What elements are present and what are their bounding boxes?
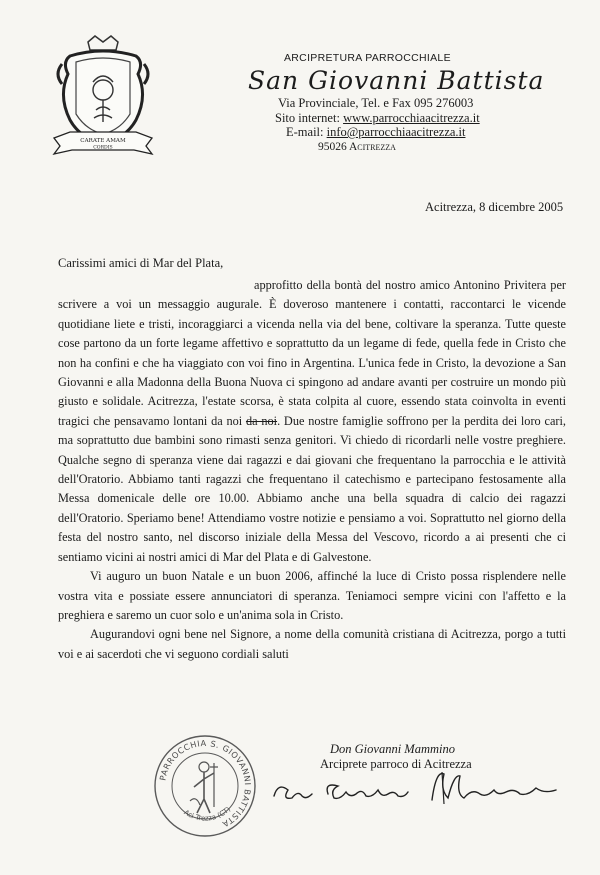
letterhead — [248, 52, 578, 154]
signer-name: Don Giovanni Mammino — [330, 742, 455, 756]
email-label: E-mail: — [286, 125, 327, 140]
address-line: Via Provinciale, Tel. e Fax 095 276003 — [278, 96, 474, 110]
paragraph-1-part-b: . Due nostre famiglie soffrono per la perdita dei loro cari, ma soprattutto due bambini sono rimasti senza genitori. Vi chiedo di ricordarli nelle vostre preghiere. Qualche segno di speranza viene dai ragazzi e dai giovani che frequentano la parrocchia e le attività dell'Oratorio. Abbiamo tanti ragazzi che frequentano il catechismo e partecipano festosamente alla Messa domenicale delle ore 10.00. Abbiamo anche una bella squadra di calcio dei ragazzi dell'Oratorio. Speriamo bene! Attendiamo vostre notizie e pensiamo a voi. Soprattutto nel giorno della festa del nostro santo, nel discorso iniziale della Messa del Vescovo, ricordo a ai presenti che ci sentiamo vicini ai nostri amici di Mar del Plata e di Galvestone. — [58, 413, 566, 564]
signer-title: Arciprete parroco di Acitrezza — [320, 757, 472, 771]
paragraph-3: Augurandovi ogni bene nel Signore, a nome della comunità cristiana di Acitrezza, porgo a tutti voi e ai sacerdoti che vi seguono cordiali saluti — [58, 627, 566, 661]
paragraph-1 — [58, 276, 566, 567]
parish-crest-logo — [48, 34, 158, 164]
letter-body — [58, 276, 566, 664]
parish-name: San Giovanni Battista — [248, 66, 545, 95]
paragraph-1-part-a: approfitto della bontà del nostro amico Antonino Privitera per scrivere a voi un messaggio augurale. È doveroso mantenere i contatti, raccontarci le vicende quotidiane liete e tristi, incoraggiarci a vicenda nella via del bene, coltivare la speranza. Tutte queste cose partono da un forte legame affettivo e soprattutto da un legame di fede, quella fede in Cristo che non ha confini e che ha viaggiato con voi fino in Argentina. L'unica fede in Cristo, la devozione a San Giovanni e alla Madonna della Buona Nuova ci spingono ad andare avanti per costruire un mondo più giusto e solidale. Acitrezza, l'estate scorsa, è stata colpita al cuore, essendo stata coinvolta in eventi tragici che pensavamo lontani da noi — [58, 278, 566, 428]
letter-date: Acitrezza, 8 dicembre 2005 — [425, 200, 564, 214]
paragraph-2: Vi auguro un buon Natale e un buon 2006, affinché la luce di Cristo possa risplendere nelle vostra vita e possiate essere annunciatori di speranza. Teniamoci sempre vicini con l'affetto e la preghiera e saremo un cuor solo e un'anima sola in Cristo. — [58, 569, 566, 622]
seal-bottom-text: Aci Trezza (CT) — [182, 805, 233, 823]
website-label: Sito internet: — [275, 110, 344, 125]
website-line — [275, 111, 578, 126]
salutation: Carissimi amici di Mar del Plata, — [58, 256, 224, 270]
email-link[interactable]: info@parrocchiaacitrezza.it — [326, 125, 466, 140]
crest-motto-2: CORDIS — [93, 145, 113, 151]
crest-motto: CARATE AMAM — [80, 138, 126, 144]
contact-info — [275, 96, 578, 154]
email-line — [286, 125, 578, 140]
handwritten-signature — [268, 760, 564, 810]
seal-ring-text: PARROCCHIA S. GIOVANNI BATTISTA — [157, 737, 254, 830]
parish-seal-stamp — [152, 733, 258, 839]
website-link[interactable]: www.parrocchiaacitrezza.it — [343, 110, 480, 125]
struck-text: da noi — [245, 413, 278, 428]
org-title: ARCIPRETURA PARROCCHIALE — [284, 52, 451, 64]
postal-line: 95026 Acitrezza — [318, 140, 396, 153]
